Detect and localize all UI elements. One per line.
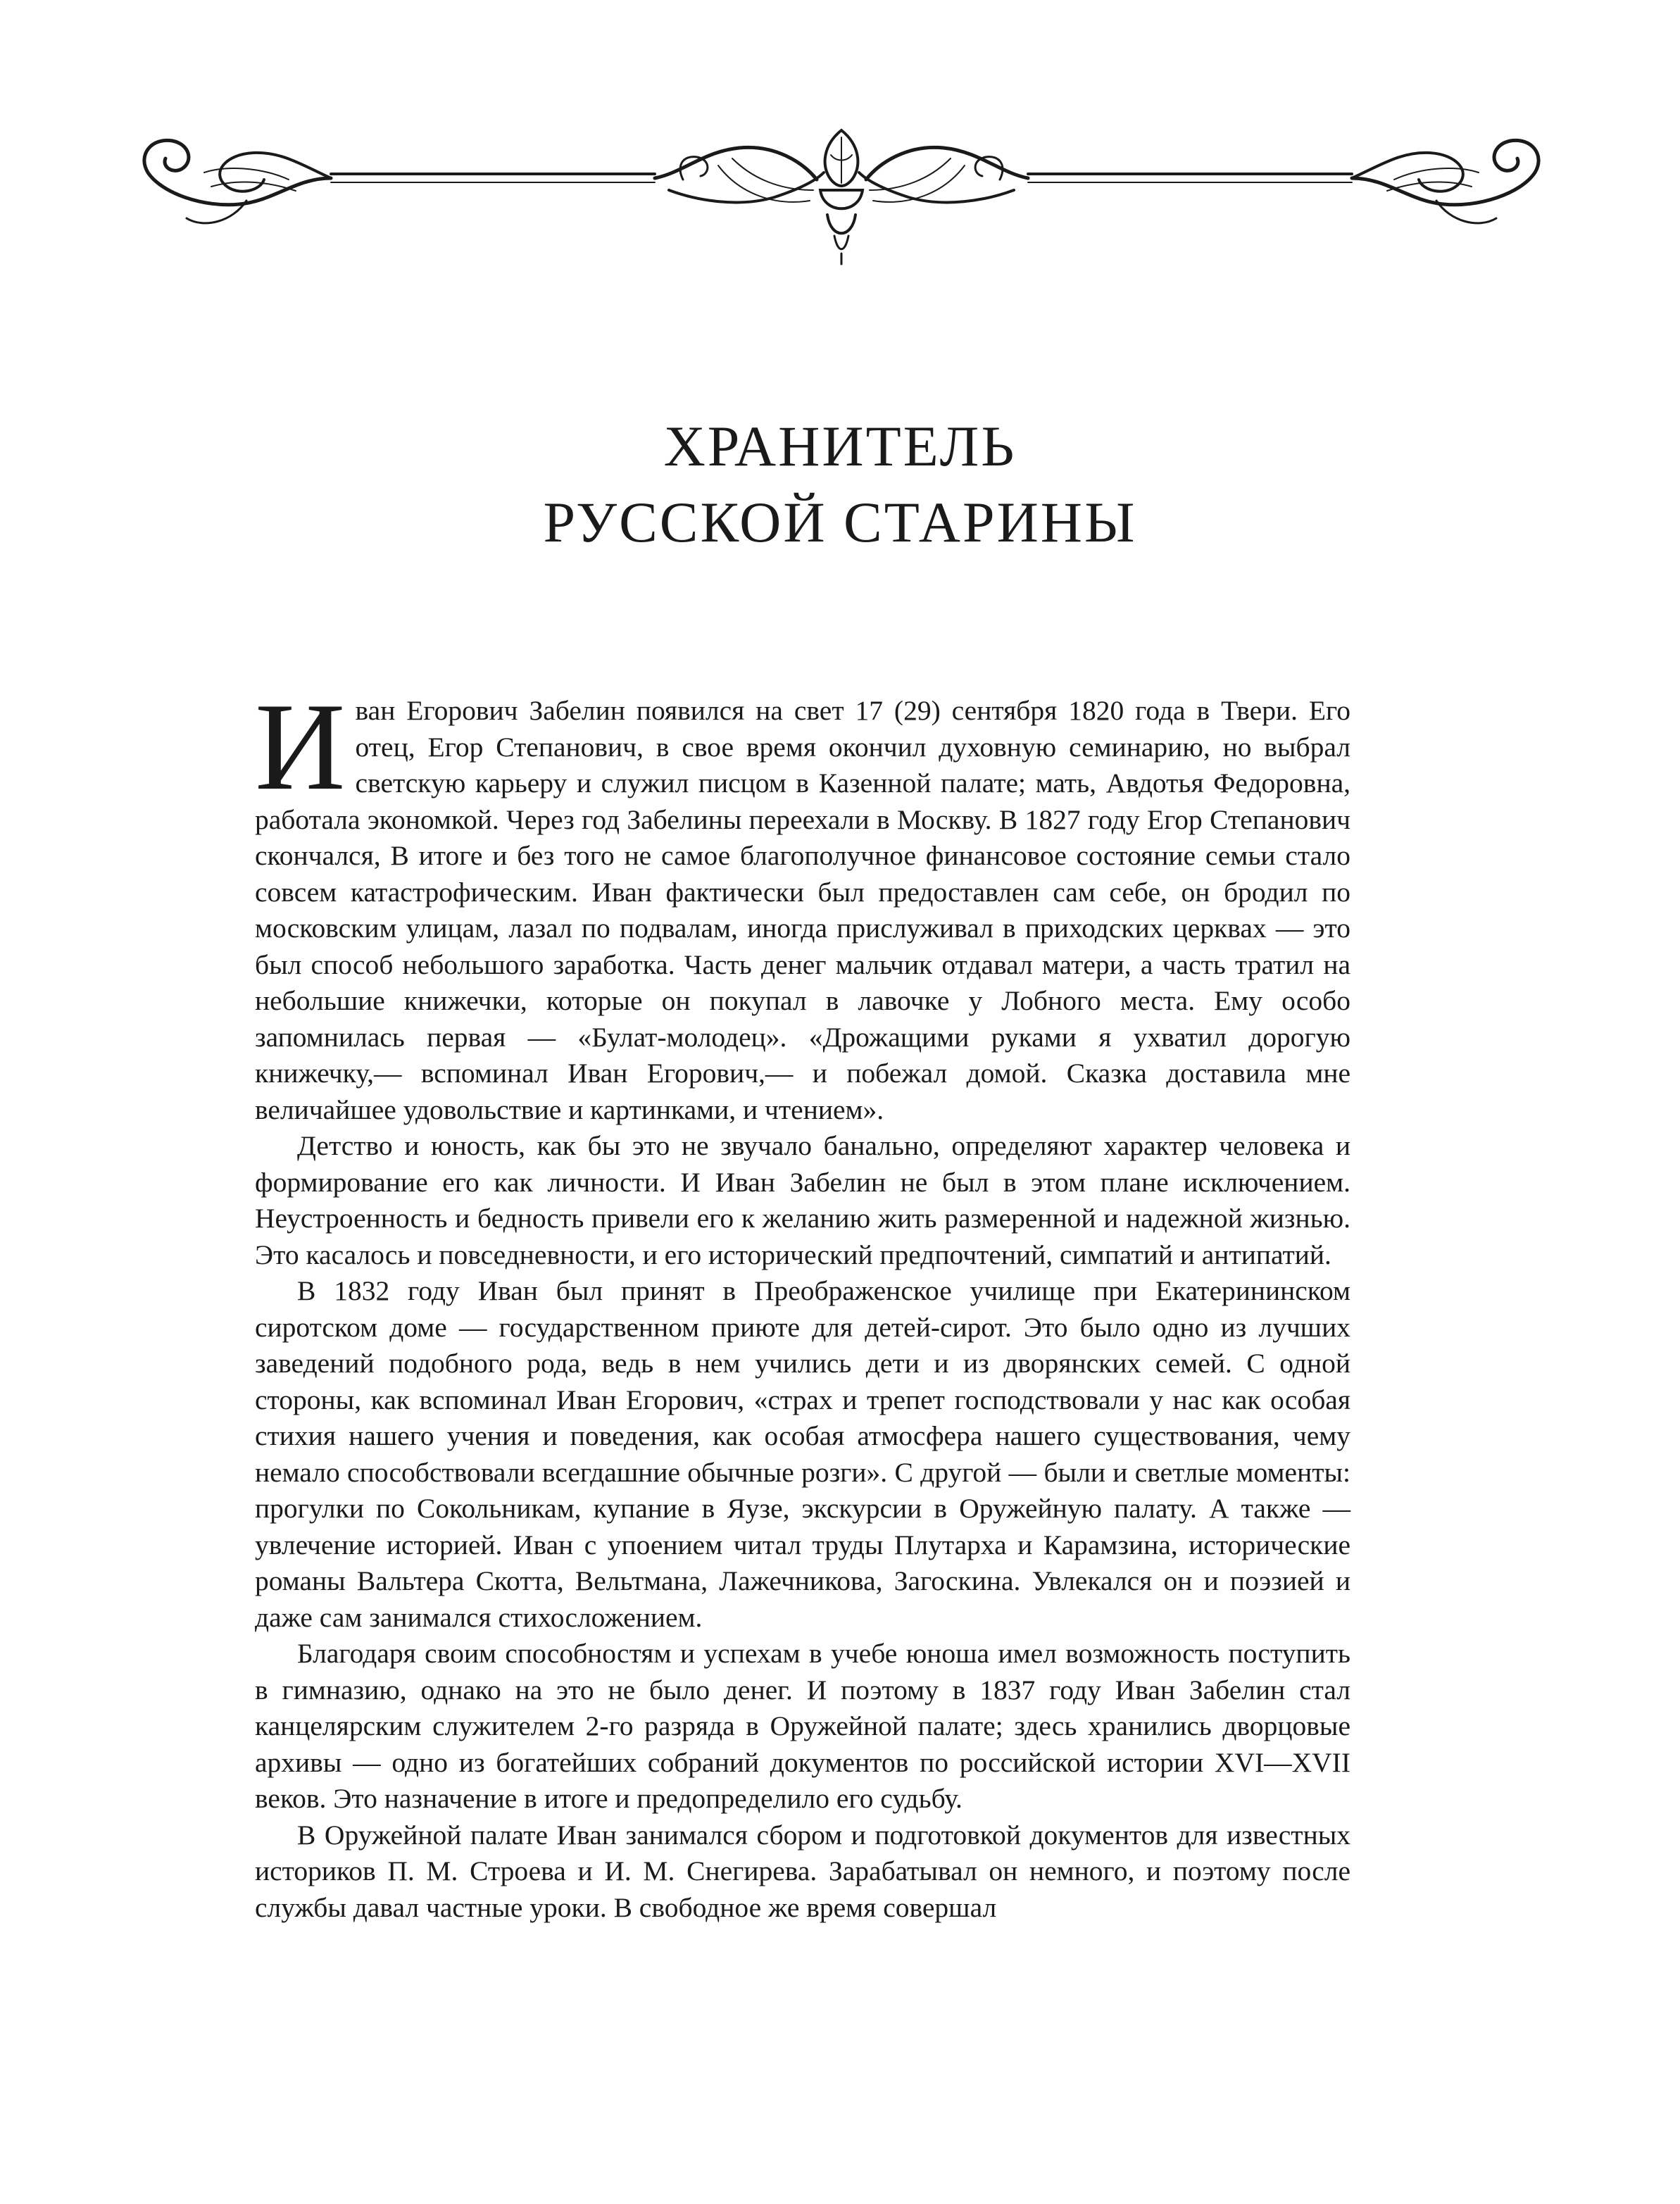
title-line-2: РУССКОЙ СТАРИНЫ bbox=[543, 490, 1137, 554]
page-title bbox=[0, 408, 1680, 561]
article-body bbox=[255, 677, 1350, 1926]
paragraph-1-text: ван Егорович Забелин появился на свет 17 (29) сентября 1820 года в Твери. Его отец, Егор Степанович, в свое время окончил духовную семинарию, но выбрал светскую карьеру и служил писцом в Казенной палате; мать, Авдотья Федоровна, работала экономкой. Через год Забелины переехали в Москву. В 1827 году Егор Степанович скончался, В итоге и без того не самое благополучное финансовое состояние семьи стало совсем катастрофическим. Иван фактически был предоставлен сам себе, он бродил по московским улицам, лазал по подвалам, иногда прислуживал в приходских церквах — это был способ небольшого заработка. Часть денег мальчик отдавал матери, а часть тратил на небольшие книжечки, которые он покупал в лавочке у Лобного места. Ему особо запомнилась первая — «Булат-молодец». «Дрожащими руками я ухватил дорогую книжечку,— вспоминал Иван Егорович,— и побежал домой. Сказка доставила мне величайшее удовольствие и картинками, и чтением». bbox=[255, 695, 1350, 1125]
paragraph-4: Благодаря своим способностям и успехам в учебе юноша имел возможность поступить в гимназию, однако на это не было денег. И поэтому в 1837 году Иван Забелин стал канцелярским служителем 2-го разряда в Оружейной палате; здесь хранились дворцовые архивы — одно из богатейших собраний документов по российской истории XVI—XVII веков. Это назначение в итоге и предопределило его судьбу. bbox=[255, 1638, 1350, 1814]
drop-cap: И bbox=[255, 677, 346, 816]
title-line-1: ХРАНИТЕЛЬ bbox=[663, 414, 1017, 478]
paragraph-1 bbox=[255, 677, 1350, 1128]
ornamental-header-icon bbox=[120, 123, 1563, 271]
paragraph-2: Детство и юность, как бы это не звучало банально, определяют характер человека и формирование его как личности. И Иван Забелин не был в этом плане исключением. Неустроенность и бедность привели его к желанию жить размеренной и надежной жизнью. Это касалось и повседневности, и его исторический предпочтений, симпатий и антипатий. bbox=[255, 1130, 1350, 1270]
paragraph-3: В 1832 году Иван был принят в Преображенское училище при Екатерининском сиротском доме — государственном приюте для детей-сирот. Это было одно из лучших заведений подобного рода, ведь в нем учились дети и из дворянских семей. С одной стороны, как вспоминал Иван Егорович, «страх и трепет господствовали у нас как особая стихия нашего учения и поведения, как особая атмосфера нашего существования, чему немало способствовали всегдашние обычные розги». С другой — были и светлые моменты: прогулки по Сокольникам, купание в Яузе, экскурсии в Оружейную палату. А также — увлечение историей. Иван с упоением читал труды Плутарха и Карамзина, исторические романы Вальтера Скотта, Вельтмана, Лажечникова, Загоскина. Увлекался он и поэзией и даже сам занимался стихосложением. bbox=[255, 1275, 1350, 1633]
paragraph-5: В Оружейной палате Иван занимался сбором и подготовкой документов для известных историков П. М. Строева и И. М. Снегирева. Зарабатывал он немного, и поэтому после службы давал частные уроки. В свободное же время совершал bbox=[255, 1819, 1350, 1923]
